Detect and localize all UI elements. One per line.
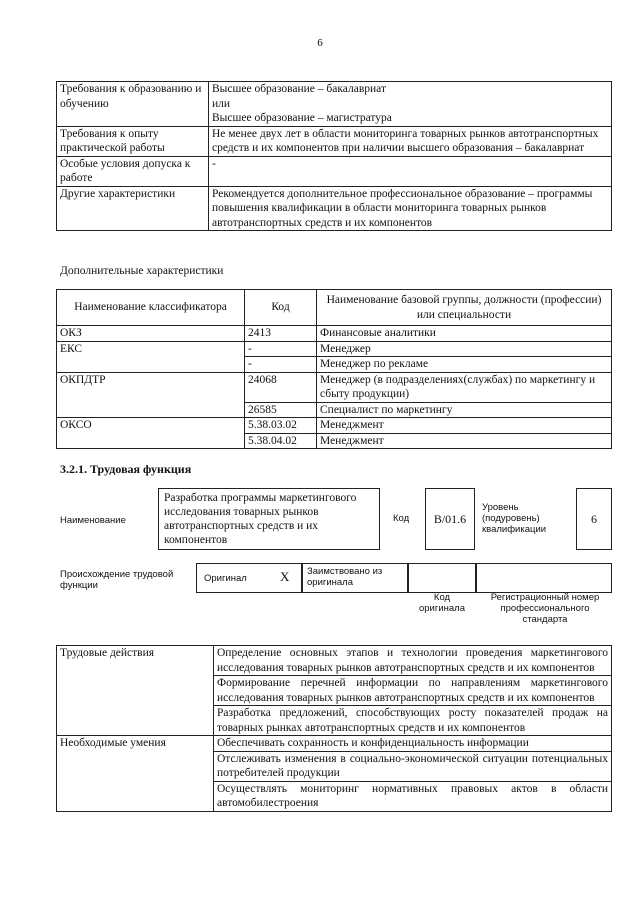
work-item: Разработка предложений, способствующих росту показателей продаж на товарных рынках автотранспортных средств и их компонентов <box>214 706 612 736</box>
reg-number-box <box>476 563 612 593</box>
table-row <box>57 372 612 402</box>
column-header: Код <box>245 290 317 326</box>
requirement-value: Рекомендуется дополнительное профессиональное образование – программы повышения квалификации в области мониторинга товарных рынков автотранспортных средств и их компонентов <box>209 186 612 231</box>
reg-number-caption: Регистрационный номер профессионального стандарта <box>490 592 600 625</box>
requirement-line: Высшее образование – магистратура <box>212 112 392 124</box>
classifier-code: 2413 <box>245 326 317 342</box>
function-code-box: B/01.6 <box>425 488 475 550</box>
classifier-code: 24068 <box>245 372 317 402</box>
origin-code-box <box>408 563 476 593</box>
requirements-table <box>56 81 612 231</box>
requirement-label: Требования к опыту практической работы <box>57 126 209 156</box>
classifier-title: Менеджмент <box>317 433 612 449</box>
table-row <box>57 126 612 156</box>
classifier-code: 5.38.04.02 <box>245 433 317 449</box>
section-title: 3.2.1. Трудовая функция <box>60 462 192 476</box>
requirement-value: - <box>209 156 612 186</box>
work-label: Трудовые действия <box>57 646 214 736</box>
work-item: Обеспечивать сохранность и конфиденциальность информации <box>214 736 612 752</box>
classifier-code: - <box>245 341 317 357</box>
table-row <box>57 418 612 434</box>
column-header: Наименование базовой группы, должности (профессии) или специальности <box>317 290 612 326</box>
classifier-name: ОКЗ <box>57 326 245 342</box>
code-label: Код <box>393 513 410 524</box>
column-header: Наименование классификатора <box>57 290 245 326</box>
work-table <box>56 645 612 812</box>
requirement-line: Высшее образование – бакалавриат <box>212 83 386 95</box>
table-row <box>57 156 612 186</box>
work-item: Отслеживать изменения в социально-экономической ситуации потенциальных потребителей продукции <box>214 751 612 781</box>
table-row <box>57 646 612 676</box>
classifier-title: Финансовые аналитики <box>317 326 612 342</box>
requirement-value <box>209 82 612 127</box>
table-row <box>57 82 612 127</box>
origin-code-caption: Код оригинала <box>418 592 465 614</box>
classifier-title: Менеджер <box>317 341 612 357</box>
original-label: Оригинал <box>204 573 247 584</box>
name-label: Наименование <box>60 515 126 526</box>
requirement-label: Другие характеристики <box>57 186 209 231</box>
classifier-table <box>56 289 612 449</box>
classifier-code: 5.38.03.02 <box>245 418 317 434</box>
borrowed-label: Заимствовано из оригинала <box>307 566 383 588</box>
classifier-title: Менеджер (в подразделениях(службах) по маркетингу и сбыту продукции) <box>317 372 612 402</box>
table-row <box>57 341 612 357</box>
level-label: Уровень (подуровень) квалификации <box>482 502 547 535</box>
requirement-label: Особые условия допуска к работе <box>57 156 209 186</box>
table-row <box>57 186 612 231</box>
work-label: Необходимые умения <box>57 736 214 812</box>
additional-characteristics-title: Дополнительные характеристики <box>60 265 224 277</box>
work-item: Формирование перечней информации по направлениям маркетингового исследования товарных рынков автотранспортных средств и их компонентов <box>214 676 612 706</box>
work-item: Определение основных этапов и технологии проведения маркетингового исследования товарных рынков автотранспортных средств и их компонентов <box>214 646 612 676</box>
classifier-title: Менеджмент <box>317 418 612 434</box>
classifier-title: Менеджер по рекламе <box>317 357 612 373</box>
requirement-label: Требования к образованию и обучению <box>57 82 209 127</box>
classifier-name: ОКПДТР <box>57 372 245 418</box>
requirement-line: или <box>212 97 231 110</box>
original-mark: X <box>280 569 290 584</box>
classifier-name: ЕКС <box>57 341 245 372</box>
function-name-box: Разработка программы маркетингового исследования товарных рынков автотранспортных средств и их компонентов <box>158 488 380 550</box>
page-number: 6 <box>317 37 323 49</box>
origin-label: Происхождение трудовой функции <box>60 569 174 591</box>
requirement-value: Не менее двух лет в области мониторинга товарных рынков автотранспортных средств и их компонентов при наличии высшего образования – бакалавриат <box>209 126 612 156</box>
work-item: Осуществлять мониторинг нормативных правовых актов в области автомобилестроения <box>214 781 612 811</box>
classifier-title: Специалист по маркетингу <box>317 402 612 418</box>
classifier-code: - <box>245 357 317 373</box>
classifier-code: 26585 <box>245 402 317 418</box>
table-row <box>57 736 612 752</box>
table-row <box>57 326 612 342</box>
level-box: 6 <box>576 488 612 550</box>
table-header-row <box>57 290 612 326</box>
classifier-name: ОКСО <box>57 418 245 449</box>
